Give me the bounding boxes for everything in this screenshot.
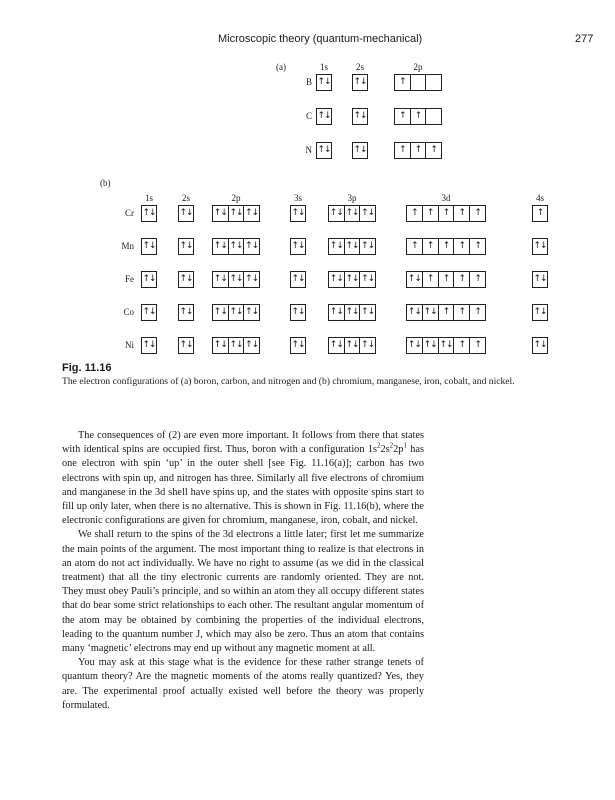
orbital-cell: ↑↓ [423, 305, 439, 320]
orbital-cell: ↑↓ [533, 274, 547, 284]
element-label: B [305, 77, 312, 87]
element-label: Ni [125, 340, 134, 350]
orbital-cell: ↑↓ [229, 239, 245, 254]
orbital-box [178, 205, 194, 222]
shell-label: 2s [181, 193, 190, 203]
orbital-cell: ↑ [411, 143, 427, 158]
orbital-box [212, 238, 260, 255]
part-b-label: (b) [100, 178, 111, 188]
orbital-cell: ↑↓ [179, 274, 193, 284]
orbital-box [290, 304, 306, 321]
orbital-box [352, 142, 368, 159]
orbital-cell: ↑ [474, 241, 481, 251]
orbital-cell: ↑↓ [245, 241, 259, 251]
orbital-cell: ↑↓ [361, 208, 375, 218]
orbital-cell: ↑↓ [291, 274, 305, 284]
orbital-cell: ↑ [454, 206, 470, 221]
orbital-cell: ↑↓ [533, 241, 547, 251]
part-a-label: (a) [276, 62, 286, 72]
shell-label: 3d [441, 193, 451, 203]
orbital-box [406, 337, 486, 354]
orbital-cell: ↑↓ [291, 208, 305, 218]
orbital-cell: ↑↓ [245, 208, 259, 218]
orbital-box [141, 337, 157, 354]
orbital-box [406, 271, 486, 288]
orbital-box [212, 304, 260, 321]
shell-label: 3s [293, 193, 302, 203]
orbital-cell: ↑↓ [179, 208, 193, 218]
orbital-cell: ↑↓ [142, 274, 156, 284]
orbital-cell: ↑↓ [353, 145, 367, 155]
orbital-box [532, 205, 548, 222]
element-label: Fe [125, 274, 134, 284]
orbital-box [290, 271, 306, 288]
orbital-cell: ↑↓ [407, 338, 423, 353]
body-text [62, 429, 424, 713]
paragraph-2: We shall return to the spins of the 3d electrons a little later; first let me summarize the main points of the argument. The most important thing to realize is that electrons in an atom do not act individually. We have no right to assume (as we did in the classical treatment) that all the tiny electronic currents are randomly oriented. They are not. They must obey Pauli’s principle, and so within an atom they all occupy different states that do bear some strict relationships to each other. The resultant angular momentum of the atom may be obtained by combining the properties of the individual electrons, leading to the quantum number J, which may also be zero. Thus an atom that contains many ‘magnetic’ electrons may end up without any magnetic moment at all. [62, 529, 424, 655]
element-label: Mn [121, 241, 134, 251]
orbital-cell: ↑↓ [229, 338, 245, 353]
orbital-box [141, 238, 157, 255]
orbital-cell: ↑↓ [329, 206, 345, 221]
orbital-cell: ↑ [454, 239, 470, 254]
orbital-cell: ↑↓ [361, 241, 375, 251]
orbital-box [178, 271, 194, 288]
orbital-cell: ↑↓ [229, 206, 245, 221]
orbital-box [406, 238, 486, 255]
orbital-cell: ↑ [474, 208, 481, 218]
orbital-box [406, 304, 486, 321]
orbital-cell: ↑ [395, 75, 411, 90]
orbital-box [141, 304, 157, 321]
orbital-box [212, 337, 260, 354]
orbital-cell: ↑↓ [533, 307, 547, 317]
orbital-box [141, 205, 157, 222]
orbital-cell: ↑↓ [245, 340, 259, 350]
orbital-box [316, 142, 332, 159]
paragraph-3: You may ask at this stage what is the evidence for these rather strange tenets of quantum theory? Are the magnetic moments of the atoms really quantized? Yes, they are. The experimental proof actually existed well before the theory was properly formulated. [62, 657, 424, 711]
orbital-cell: ↑↓ [345, 305, 361, 320]
shell-label: 2p [231, 193, 241, 203]
orbital-box [406, 205, 486, 222]
orbital-cell: ↑↓ [142, 208, 156, 218]
orbital-cell: ↑↓ [345, 338, 361, 353]
orbital-cell: ↑↓ [407, 305, 423, 320]
shell-label: 3p [347, 193, 357, 203]
orbital-cell: ↑↓ [245, 307, 259, 317]
orbital-cell: ↑↓ [353, 77, 367, 87]
element-label: C [305, 111, 312, 121]
element-label: Cr [125, 208, 134, 218]
orbital-box [178, 238, 194, 255]
orbital-box [352, 74, 368, 91]
orbital-cell: ↑↓ [439, 338, 455, 353]
orbital-box [328, 271, 376, 288]
orbital-cell: ↑ [474, 307, 481, 317]
orbital-box [394, 108, 442, 125]
orbital-box [290, 238, 306, 255]
orbital-box [328, 304, 376, 321]
orbital-cell: ↑ [454, 305, 470, 320]
orbital-cell: ↑↓ [329, 272, 345, 287]
orbital-box [328, 238, 376, 255]
orbital-cell: ↑↓ [329, 338, 345, 353]
orbital-cell: ↑ [474, 274, 481, 284]
orbital-cell: ↑↓ [142, 241, 156, 251]
orbital-cell: ↑↓ [345, 206, 361, 221]
orbital-box [532, 337, 548, 354]
orbital-cell: ↑ [411, 109, 427, 124]
orbital-box [328, 337, 376, 354]
orbital-cell: ↑ [407, 206, 423, 221]
figure-caption-text: The electron configurations of (a) boron, carbon, and nitrogen and (b) chromium, manganese, iron, cobalt, and nickel. [62, 376, 515, 387]
orbital-box [394, 142, 442, 159]
orbital-cell: ↑↓ [213, 338, 229, 353]
orbital-cell: ↑↓ [245, 274, 259, 284]
orbital-box [178, 304, 194, 321]
orbital-cell: ↑↓ [317, 145, 331, 155]
orbital-box [290, 205, 306, 222]
orbital-cell: ↑ [536, 208, 544, 218]
orbital-cell: ↑↓ [329, 305, 345, 320]
orbital-cell: ↑ [395, 109, 411, 124]
running-header-title: Microscopic theory (quantum-mechanical) [218, 33, 423, 45]
orbital-box [178, 337, 194, 354]
orbital-cell [426, 75, 441, 90]
orbital-box [328, 205, 376, 222]
orbital-cell [426, 109, 441, 124]
orbital-cell: ↑↓ [229, 305, 245, 320]
orbital-cell: ↑↓ [291, 340, 305, 350]
orbital-box [290, 337, 306, 354]
orbital-box [212, 271, 260, 288]
orbital-cell: ↑↓ [361, 274, 375, 284]
orbital-cell: ↑↓ [407, 272, 423, 287]
orbital-cell: ↑ [407, 239, 423, 254]
orbital-cell: ↑↓ [213, 272, 229, 287]
orbital-cell: ↑ [454, 338, 470, 353]
orbital-cell: ↑↓ [361, 307, 375, 317]
orbital-cell: ↑↓ [179, 307, 193, 317]
orbital-cell: ↑↓ [533, 340, 547, 350]
orbital-box [316, 74, 332, 91]
orbital-cell: ↑ [395, 143, 411, 158]
paragraph-1: The consequences of (2) are even more important. It follows from there that states with identical spins are occupied first. Thus, boron with a configuration $1s^22s^22p^1$ has one electron with spin ‘up’ in the outer shell [see Fig. 11.16(a)]; carbon has two electrons with spin up, and nitrogen has three. Similarly all five electrons of chromium and manganese in the 3d shell have spins up, and the states with opposite spins start to fill up only later, when there is no alternative. This is shown in Fig. 11.16(b), where the electronic configurations are given for chromium, manganese, iron, cobalt, and nickel. [62, 430, 424, 527]
orbital-cell: ↑↓ [213, 239, 229, 254]
orbital-box [532, 238, 548, 255]
shell-label: 1s [319, 62, 328, 72]
shell-label: 2p [413, 62, 423, 72]
orbital-cell: ↑↓ [229, 272, 245, 287]
orbital-cell: ↑↓ [361, 340, 375, 350]
orbital-cell: ↑ [430, 145, 437, 155]
orbital-cell: ↑↓ [213, 206, 229, 221]
orbital-box [141, 271, 157, 288]
orbital-cell: ↑↓ [317, 77, 331, 87]
orbital-cell: ↑↓ [345, 239, 361, 254]
orbital-cell: ↑↓ [179, 241, 193, 251]
orbital-cell: ↑↓ [179, 340, 193, 350]
orbital-cell: ↑ [474, 340, 481, 350]
orbital-cell: ↑ [439, 305, 455, 320]
page-number: 277 [575, 33, 594, 45]
orbital-cell: ↑↓ [213, 305, 229, 320]
orbital-cell: ↑ [423, 272, 439, 287]
shell-label: 4s [535, 193, 544, 203]
orbital-box [212, 205, 260, 222]
element-label: N [305, 145, 312, 155]
orbital-cell: ↑↓ [353, 111, 367, 121]
orbital-box [352, 108, 368, 125]
orbital-cell: ↑ [439, 206, 455, 221]
orbital-cell: ↑↓ [345, 272, 361, 287]
orbital-cell: ↑ [439, 239, 455, 254]
orbital-cell: ↑↓ [317, 111, 331, 121]
orbital-box [532, 271, 548, 288]
orbital-cell: ↑↓ [142, 307, 156, 317]
orbital-cell: ↑↓ [423, 338, 439, 353]
orbital-box [316, 108, 332, 125]
orbital-box [532, 304, 548, 321]
orbital-cell: ↑↓ [291, 241, 305, 251]
shell-label: 1s [144, 193, 153, 203]
orbital-cell: ↑ [454, 272, 470, 287]
orbital-cell: ↑ [423, 206, 439, 221]
orbital-box [394, 74, 442, 91]
orbital-cell: ↑ [423, 239, 439, 254]
orbital-cell: ↑↓ [329, 239, 345, 254]
orbital-cell: ↑ [439, 272, 455, 287]
figure-caption-title: Fig. 11.16 [62, 362, 112, 374]
shell-label: 2s [355, 62, 364, 72]
orbital-cell: ↑↓ [291, 307, 305, 317]
element-label: Co [123, 307, 134, 317]
orbital-cell: ↑↓ [142, 340, 156, 350]
orbital-cell [411, 75, 427, 90]
